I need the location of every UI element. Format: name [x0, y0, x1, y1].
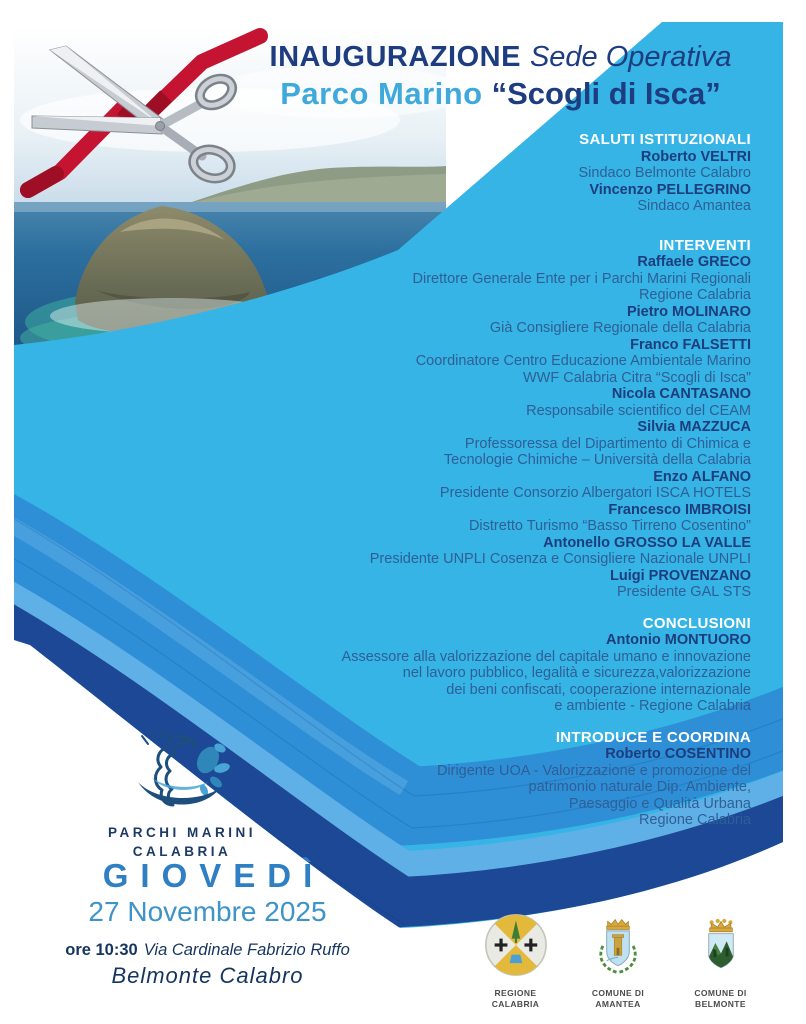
title-inaugurazione: INAUGURAZIONE — [269, 41, 521, 73]
title-scogli-di-isca: “Scogli di Isca” — [491, 76, 721, 112]
section-header: SALUTI ISTITUZIONALI — [579, 131, 751, 148]
title-line2 — [243, 76, 758, 113]
footer-label: BELMONTE — [695, 998, 746, 1009]
speaker-name: Antonello GROSSO LA VALLE — [543, 534, 751, 551]
speaker-role: Coordinatore Centro Educazione Ambientale Marino — [415, 353, 751, 369]
parchi-marini-logo-block — [57, 726, 307, 861]
poster-title — [243, 40, 758, 113]
seahorse-turtle-logo-icon — [112, 726, 252, 818]
speaker-role: Presidente UNPLI Cosenza e Consigliere Nazionale UNPLI — [369, 551, 751, 567]
title-line1 — [243, 40, 758, 74]
footer-label: AMANTEA — [595, 998, 641, 1009]
comune-amantea-logo — [571, 912, 666, 1009]
speaker-role: Direttore Generale Ente per i Parchi Marini Regionali — [412, 270, 751, 287]
speaker-name: Silvia MAZZUCA — [637, 419, 751, 435]
org-name-line1: PARCHI MARINI — [108, 825, 256, 840]
section-header: INTRODUCE E COORDINA — [555, 728, 751, 746]
speaker-role: Dirigente UOA - Valorizzazione e promozione del — [436, 762, 751, 779]
footer-logos — [468, 912, 768, 1009]
section-conclusioni — [206, 616, 751, 715]
speaker-role: dei beni confiscati, cooperazione internazionale — [446, 681, 751, 698]
event-date: 27 Novembre 2025 — [88, 896, 327, 927]
belmonte-emblem-icon — [688, 912, 754, 978]
speaker-role: Paesaggio e Qualità Urbana — [568, 795, 751, 812]
regione-calabria-logo — [468, 912, 563, 1009]
speaker-role: Professoressa del Dipartimento di Chimica e — [464, 435, 751, 452]
section-saluti-istituzionali — [206, 132, 751, 215]
event-address-line — [25, 940, 390, 960]
speaker-role: nel lavoro pubblico, legalità e sicurezza,valorizzazione — [402, 665, 751, 681]
event-time: ore 10:30 — [65, 941, 138, 959]
footer-label: REGIONE — [494, 988, 537, 998]
speaker-name: Raffaele GRECO — [637, 254, 751, 270]
speaker-name: Nicola CANTASANO — [611, 386, 751, 402]
speaker-role: Tecnologie Chimiche – Università della Calabria — [443, 452, 751, 468]
footer-label: CALABRIA — [491, 998, 540, 1009]
section-header: INTERVENTI — [659, 236, 751, 254]
speaker-name: Antonio MONTUORO — [606, 632, 751, 648]
speaker-role: WWF Calabria Citra “Scogli di Isca” — [522, 369, 751, 386]
comune-belmonte-logo — [673, 912, 768, 1009]
speaker-name: Roberto VELTRI — [640, 148, 751, 165]
speaker-name: Enzo ALFANO — [653, 468, 751, 485]
section-header: CONCLUSIONI — [642, 614, 751, 632]
speaker-role: Sindaco Belmonte Calabro — [578, 165, 751, 181]
speaker-name: Vincenzo PELLEGRINO — [589, 181, 751, 198]
section-interventi — [206, 238, 751, 601]
speaker-role: Distretto Turismo “Basso Tirreno Cosentino” — [468, 518, 751, 534]
speaker-name: Pietro MOLINARO — [626, 303, 751, 320]
title-parco-marino: Parco Marino — [280, 76, 483, 112]
speaker-role: patrimonio naturale Dip. Ambiente, — [528, 779, 751, 795]
event-info — [25, 858, 390, 989]
speaker-name: Franco FALSETTI — [630, 336, 751, 353]
speaker-name: Luigi PROVENZANO — [610, 567, 751, 584]
speaker-role: Assessore alla valorizzazione del capitale umano e innovazione — [341, 648, 751, 665]
speaker-role: Regione Calabria — [638, 287, 751, 303]
speaker-role: e ambiente - Regione Calabria — [554, 698, 751, 714]
event-place: Belmonte Calabro — [111, 963, 304, 988]
regione-calabria-emblem-icon — [484, 912, 548, 978]
footer-label: COMUNE DI — [591, 988, 645, 998]
footer-label: COMUNE DI — [694, 988, 747, 998]
title-sede-operativa: Sede Operativa — [529, 41, 732, 73]
speaker-name: Roberto COSENTINO — [605, 746, 751, 762]
speaker-name: Francesco IMBROISI — [608, 501, 751, 518]
amantea-emblem-icon — [585, 912, 651, 978]
speaker-role: Presidente Consorzio Albergatori ISCA HOTELS — [439, 485, 751, 501]
org-name-line2: CALABRIA — [132, 844, 232, 859]
speaker-role: Sindaco Amantea — [637, 198, 751, 214]
speaker-role: Regione Calabria — [638, 812, 751, 828]
speaker-role: Presidente GAL STS — [616, 584, 751, 600]
speaker-role: Responsabile scientifico del CEAM — [526, 402, 751, 419]
event-weekday: GIOVEDÌ — [102, 857, 325, 894]
speaker-role: Già Consigliere Regionale della Calabria — [489, 320, 751, 336]
event-street: Via Cardinale Fabrizio Ruffo — [143, 941, 350, 959]
